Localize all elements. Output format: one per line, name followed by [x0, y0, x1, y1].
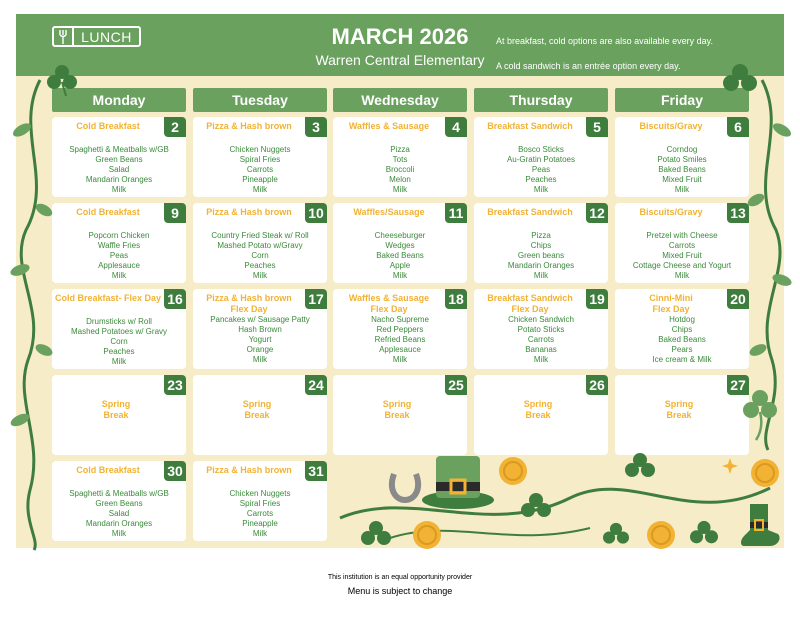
lunch-items [333, 315, 467, 365]
gold-coin-icon [646, 520, 676, 550]
menu-item: Baked Beans [658, 165, 706, 174]
date-number: 5 [586, 117, 608, 137]
breakfast-title-line: Breakfast Sandwich [487, 121, 573, 131]
menu-item: Bananas [525, 345, 557, 354]
breakfast-title [474, 207, 586, 218]
breakfast-title [193, 121, 305, 132]
lunch-items [615, 315, 749, 365]
breakfast-title-line: Flex Day [652, 304, 690, 314]
date-number: 16 [164, 289, 186, 309]
lunch-items [333, 231, 467, 281]
date-number: 26 [586, 375, 608, 395]
menu-item: Milk [252, 185, 268, 194]
breakfast-title-line: Breakfast Sandwich [487, 293, 573, 303]
breakfast-title-line: Cold Breakfast [76, 465, 140, 475]
menu-item: Corn [110, 337, 128, 346]
menu-item: Spiral Fries [239, 499, 281, 508]
date-number: 23 [164, 375, 186, 395]
breakfast-title-line: Pizza & Hash brown [206, 465, 292, 475]
breakfast-title-line: Pizza & Hash brown [206, 293, 292, 303]
day-cell [52, 461, 186, 541]
breakfast-title [193, 465, 305, 476]
weekday-header-tuesday: Tuesday [193, 88, 327, 112]
menu-item: Applesauce [379, 345, 421, 354]
menu-item: Corn [251, 251, 269, 260]
menu-item: Mashed Potatoes w/ Gravy [70, 327, 168, 336]
day-cell [615, 375, 749, 455]
date-number: 17 [305, 289, 327, 309]
menu-item: Pancakes w/ Sausage Patty [210, 315, 310, 324]
date-number: 4 [445, 117, 467, 137]
menu-item: Nacho Supreme [371, 315, 429, 324]
menu-item: Mandarin Oranges [85, 175, 153, 184]
day-cell [615, 203, 749, 283]
day-cell [193, 375, 327, 455]
vine-left-decoration [14, 70, 54, 550]
lunch-items [193, 145, 327, 195]
clover-icon [600, 522, 632, 548]
day-cell [333, 203, 467, 283]
day-cell [615, 117, 749, 197]
menu-item: Melon [389, 175, 411, 184]
lunch-items [193, 315, 327, 365]
lunch-items [52, 317, 186, 367]
horseshoe-icon [388, 470, 422, 504]
breakfast-title-line: Biscuits/Gravy [639, 121, 703, 131]
menu-item: Mandarin Oranges [507, 261, 575, 270]
date-number: 2 [164, 117, 186, 137]
menu-item: Chips [530, 241, 552, 250]
clover-icon [360, 520, 392, 550]
clover-icon [44, 62, 80, 98]
spring-break-line: Break [666, 410, 692, 420]
menu-item: Milk [392, 271, 408, 280]
menu-item: Baked Beans [376, 251, 424, 260]
menu-item: Pretzel with Cheese [646, 231, 718, 240]
breakfast-title [474, 121, 586, 132]
menu-item: Popcorn Chicken [88, 231, 150, 240]
day-cell [474, 203, 608, 283]
weekday-header-monday: Monday [52, 88, 186, 112]
lunch-items [615, 145, 749, 195]
clover-icon [688, 520, 720, 548]
breakfast-title [193, 207, 305, 218]
spring-break-line: Break [384, 410, 410, 420]
menu-item: Milk [392, 355, 408, 364]
day-cell [52, 375, 186, 455]
day-cell [615, 289, 749, 369]
equal-opportunity-note: This institution is an equal opportunity provider [327, 574, 473, 581]
menu-item: Milk [252, 529, 268, 538]
date-number: 9 [164, 203, 186, 223]
day-cell [474, 117, 608, 197]
spring-break-label [333, 399, 461, 421]
lunch-items [52, 145, 186, 195]
breakfast-title-line: Flex Day [230, 304, 268, 314]
day-cell [52, 203, 186, 283]
fork-icon [54, 28, 74, 45]
menu-item: Peas [531, 165, 551, 174]
menu-item: Tots [392, 155, 408, 164]
breakfast-title [52, 293, 164, 304]
breakfast-note: At breakfast, cold options are also available every day. [496, 36, 713, 46]
breakfast-title-line: Flex Day [370, 304, 408, 314]
menu-item: Carrots [246, 165, 274, 174]
menu-item: Mixed Fruit [662, 175, 702, 184]
menu-item: Carrots [246, 509, 274, 518]
menu-item: Salad [108, 165, 130, 174]
spring-break-line: Break [244, 410, 270, 420]
menu-item: Pears [671, 345, 693, 354]
lunch-label: LUNCH [81, 28, 132, 45]
spring-break-line: Spring [242, 399, 272, 409]
spring-break-line: Spring [101, 399, 131, 409]
menu-item: Milk [533, 355, 549, 364]
date-number: 13 [727, 203, 749, 223]
menu-item: Hotdog [669, 315, 695, 324]
breakfast-title [474, 293, 586, 315]
spring-break-label [615, 399, 743, 421]
date-number: 20 [727, 289, 749, 309]
menu-item: Apple [389, 261, 411, 270]
breakfast-title [615, 121, 727, 132]
breakfast-title-line: Cold Breakfast [76, 121, 140, 131]
menu-item: Hash Brown [238, 325, 282, 334]
weekday-header-friday: Friday [615, 88, 749, 112]
menu-item: Potato Sticks [517, 325, 565, 334]
breakfast-title-line: Cold Breakfast [76, 207, 140, 217]
menu-item: Milk [111, 357, 127, 366]
menu-item: Mashed Potato w/Gravy [217, 241, 303, 250]
menu-item: Milk [111, 529, 127, 538]
spring-break-label [52, 399, 180, 421]
spring-break-label [474, 399, 602, 421]
clover-icon [720, 62, 760, 98]
menu-item: Bosco Sticks [518, 145, 564, 154]
breakfast-title [52, 465, 164, 476]
menu-item: Yogurt [248, 335, 272, 344]
breakfast-title [333, 207, 445, 218]
weekday-header-wednesday: Wednesday [333, 88, 467, 112]
menu-item: Spaghetti & Meatballs w/GB [69, 489, 169, 498]
breakfast-title-line: Waffles & Sausage [348, 121, 430, 131]
menu-item: Milk [111, 271, 127, 280]
day-cell [333, 375, 467, 455]
date-number: 24 [305, 375, 327, 395]
menu-item: Peas [109, 251, 129, 260]
spring-break-label [193, 399, 321, 421]
breakfast-title-line: Breakfast Sandwich [487, 207, 573, 217]
date-number: 10 [305, 203, 327, 223]
spring-break-line: Break [525, 410, 551, 420]
clover-icon [740, 388, 780, 440]
menu-item: Ice cream & Milk [652, 355, 712, 364]
lunch-items [615, 231, 749, 281]
menu-item: Waffle Fries [97, 241, 141, 250]
date-number: 12 [586, 203, 608, 223]
menu-item: Baked Beans [658, 335, 706, 344]
lunch-items [474, 315, 608, 365]
breakfast-title-line: Flex Day [511, 304, 549, 314]
menu-item: Green Beans [95, 155, 143, 164]
lunch-items [333, 145, 467, 195]
lunch-items [193, 231, 327, 281]
lunch-items [474, 145, 608, 195]
breakfast-title [615, 293, 727, 315]
breakfast-title [52, 207, 164, 218]
lunch-items [52, 489, 186, 539]
lunch-items [52, 231, 186, 281]
menu-item: Chicken Nuggets [229, 145, 291, 154]
date-number: 18 [445, 289, 467, 309]
menu-item: Peaches [103, 347, 135, 356]
menu-item: Carrots [668, 241, 696, 250]
lunch-items [193, 489, 327, 539]
breakfast-title [333, 293, 445, 315]
menu-item: Mandarin Oranges [85, 519, 153, 528]
gold-coin-icon [750, 458, 780, 488]
weekday-header-thursday: Thursday [474, 88, 608, 112]
menu-item: Mixed Fruit [662, 251, 702, 260]
menu-item: Pineapple [242, 175, 278, 184]
menu-item: Applesauce [98, 261, 140, 270]
menu-item: Milk [252, 355, 268, 364]
breakfast-title [615, 207, 727, 218]
menu-item: Milk [252, 271, 268, 280]
breakfast-title-line: Cold Breakfast- Flex Day [54, 293, 162, 303]
month-title: MARCH 2026 [331, 24, 469, 49]
day-cell [333, 289, 467, 369]
menu-item: Milk [674, 271, 690, 280]
menu-item: Cheeseburger [374, 231, 426, 240]
menu-item: Green beans [517, 251, 565, 260]
date-number: 25 [445, 375, 467, 395]
menu-item: Green Beans [95, 499, 143, 508]
day-cell [193, 117, 327, 197]
breakfast-title [333, 121, 445, 132]
menu-item: Au-Gratin Potatoes [506, 155, 576, 164]
menu-item: Peaches [244, 261, 276, 270]
menu-item: Orange [246, 345, 274, 354]
spring-break-line: Spring [382, 399, 412, 409]
sparkle-icon [722, 458, 738, 474]
date-number: 30 [164, 461, 186, 481]
menu-item: Peaches [525, 175, 557, 184]
menu-item: Refried Beans [374, 335, 426, 344]
day-cell [52, 117, 186, 197]
menu-item: Spaghetti & Meatballs w/GB [69, 145, 169, 154]
day-cell [193, 461, 327, 541]
day-cell [193, 203, 327, 283]
menu-item: Corndog [666, 145, 698, 154]
menu-item: Potato Smiles [657, 155, 707, 164]
menu-item: Country Fried Steak w/ Roll [211, 231, 309, 240]
sandwich-note: A cold sandwich is an entrée option every day. [496, 61, 681, 71]
day-cell [333, 117, 467, 197]
menu-item: Red Peppers [376, 325, 424, 334]
day-cell [474, 375, 608, 455]
lunch-badge [52, 26, 141, 47]
spring-break-line: Spring [523, 399, 553, 409]
date-number: 27 [727, 375, 749, 395]
breakfast-title [193, 293, 305, 315]
breakfast-title-line: Pizza & Hash brown [206, 121, 292, 131]
date-number: 3 [305, 117, 327, 137]
menu-item: Chicken Nuggets [229, 489, 291, 498]
day-cell [193, 289, 327, 369]
menu-item: Salad [108, 509, 130, 518]
lunch-items [474, 231, 608, 281]
date-number: 31 [305, 461, 327, 481]
leprechaun-boot-icon [736, 500, 782, 548]
menu-item: Carrots [527, 335, 555, 344]
menu-item: Milk [674, 185, 690, 194]
menu-item: Milk [533, 185, 549, 194]
gold-coin-icon [498, 456, 528, 486]
breakfast-title-line: Pizza & Hash brown [206, 207, 292, 217]
menu-item: Wedges [385, 241, 415, 250]
day-cell [52, 289, 186, 369]
breakfast-title-line: Waffles & Sausage [348, 293, 430, 303]
menu-item: Broccoli [385, 165, 415, 174]
menu-item: Pizza [531, 231, 551, 240]
breakfast-title [52, 121, 164, 132]
menu-item: Pizza [390, 145, 410, 154]
breakfast-title-line: Waffles/Sausage [353, 207, 425, 217]
menu-item: Drumsticks w/ Roll [86, 317, 152, 326]
menu-item: Cottage Cheese and Yogurt [632, 261, 732, 270]
menu-item: Chips [671, 325, 693, 334]
date-number: 19 [586, 289, 608, 309]
menu-item: Milk [533, 271, 549, 280]
spring-break-line: Break [103, 410, 129, 420]
day-cell [474, 289, 608, 369]
spring-break-line: Spring [664, 399, 694, 409]
date-number: 6 [727, 117, 749, 137]
breakfast-title-line: Cinni-Mini [649, 293, 693, 303]
menu-item: Chicken Sandwich [508, 315, 574, 324]
school-name: Warren Central Elementary [315, 52, 485, 68]
menu-item: Milk [392, 185, 408, 194]
menu-item: Spiral Fries [239, 155, 281, 164]
menu-item: Milk [111, 185, 127, 194]
leprechaun-hat-icon [420, 446, 496, 510]
gold-coin-icon [412, 520, 442, 550]
clover-icon [520, 492, 552, 522]
date-number: 11 [445, 203, 467, 223]
clover-icon [624, 452, 656, 482]
menu-item: Pineapple [242, 519, 278, 528]
menu-change-note: Menu is subject to change [347, 586, 453, 596]
breakfast-title-line: Biscuits/Gravy [639, 207, 703, 217]
